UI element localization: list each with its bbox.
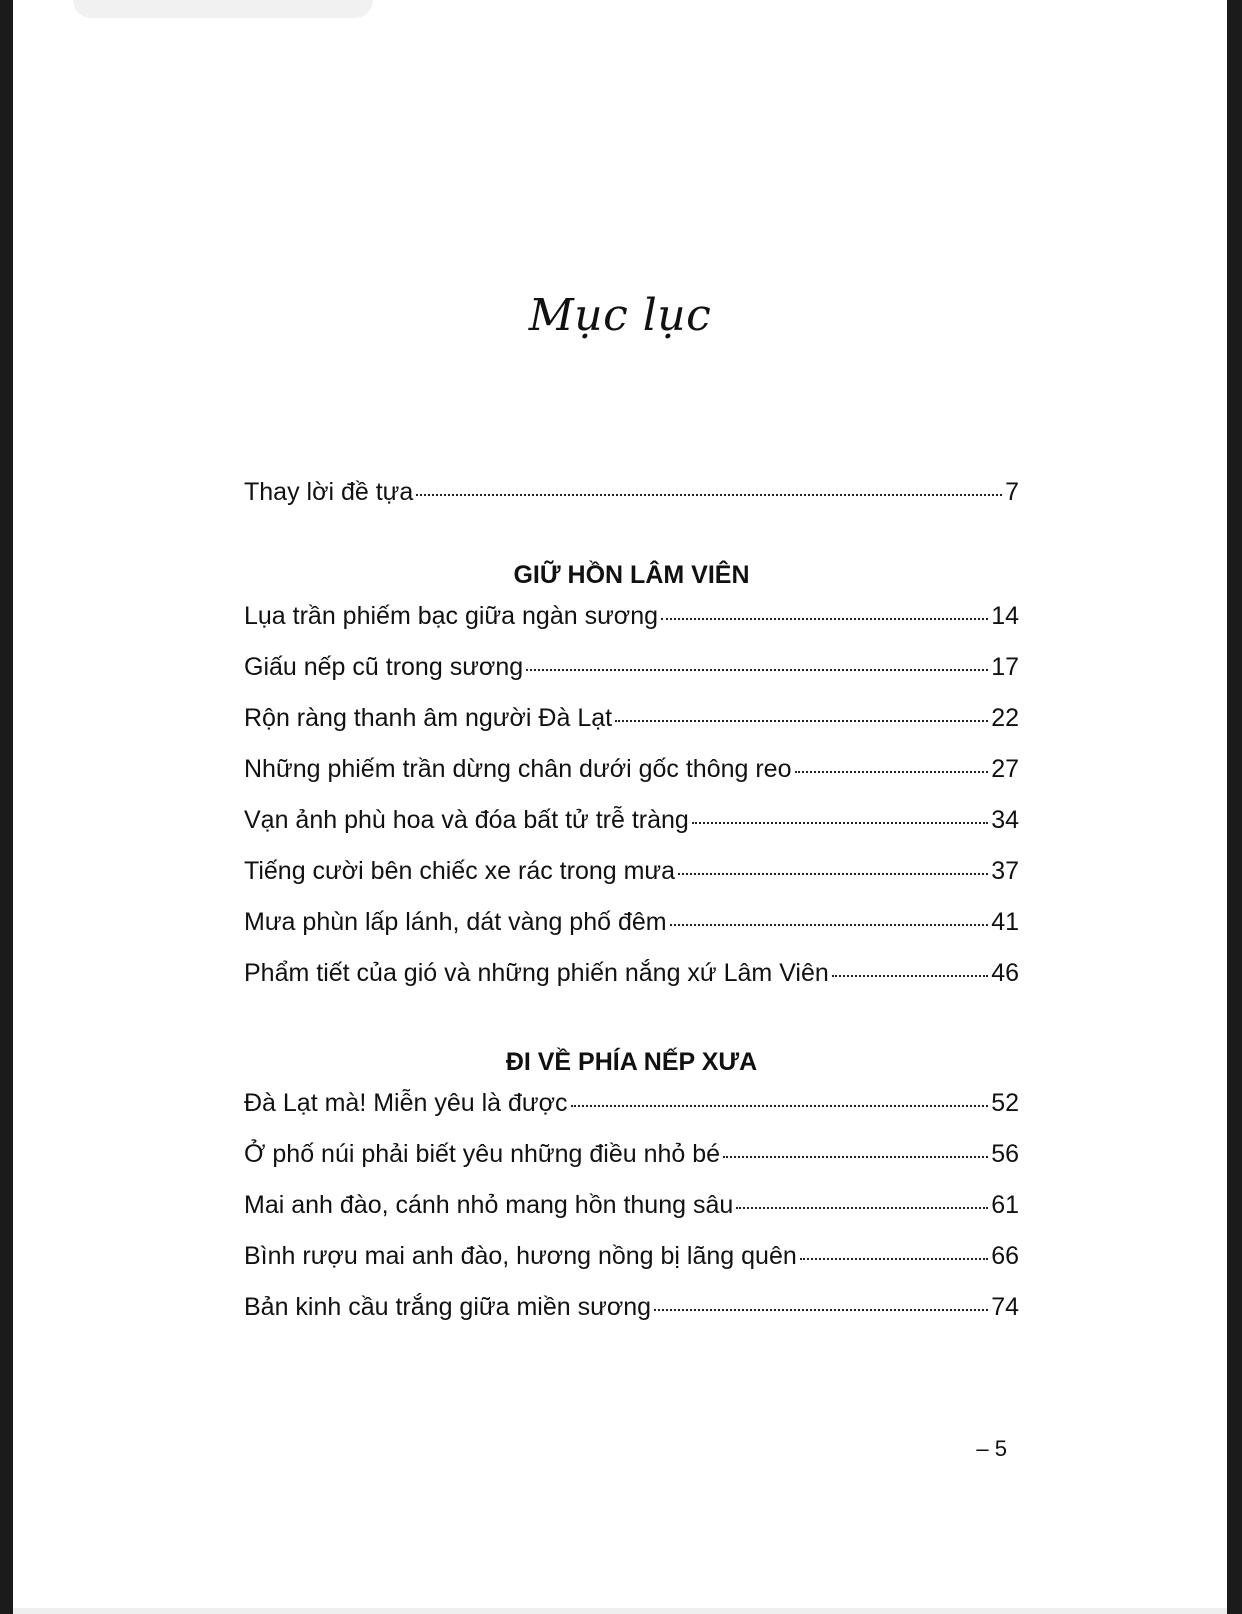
toc-entry-page: 46 xyxy=(991,959,1019,987)
toc-entry-page: 41 xyxy=(991,908,1019,936)
dot-leader xyxy=(800,1258,988,1260)
dot-leader xyxy=(736,1207,988,1209)
toc-entry-page: 52 xyxy=(991,1089,1019,1117)
dot-leader xyxy=(678,873,988,875)
page-edge-tab xyxy=(73,0,373,18)
toc-entry-label: Bản kinh cầu trắng giữa miền sương xyxy=(244,1293,652,1321)
toc-entry-page: 17 xyxy=(991,653,1019,681)
dot-leader xyxy=(832,975,988,977)
toc-entry-label: Mưa phùn lấp lánh, dát vàng phố đêm xyxy=(244,908,667,936)
toc-entry-page: 34 xyxy=(991,806,1019,834)
page-number: – 5 xyxy=(976,1436,1007,1461)
book-page xyxy=(13,0,1227,1614)
toc-entry[interactable] xyxy=(244,704,1019,740)
toc-entry-label: Rộn ràng thanh âm người Đà Lạt xyxy=(244,704,613,732)
toc-entry[interactable] xyxy=(244,959,1019,995)
toc-entry-page: 7 xyxy=(1005,478,1019,506)
toc-entry-page: 61 xyxy=(991,1191,1019,1219)
toc-entry-page: 37 xyxy=(991,857,1019,885)
toc-entry-label: Ở phố núi phải biết yêu những điều nhỏ bé xyxy=(244,1140,721,1168)
toc-entry[interactable] xyxy=(244,602,1019,638)
section-heading: ĐI VỀ PHÍA NẾP XƯA xyxy=(505,1048,758,1076)
toc-entry-label: Bình rượu mai anh đào, hương nồng bị lãng quên xyxy=(244,1242,797,1270)
page-bottom-edge xyxy=(13,1608,1227,1614)
dot-leader xyxy=(661,618,988,620)
toc-entry-page: 22 xyxy=(991,704,1019,732)
toc-entry[interactable] xyxy=(244,1293,1019,1329)
toc-entry[interactable] xyxy=(244,1089,1019,1125)
dot-leader xyxy=(416,494,1002,496)
toc-entry-label: Giấu nếp cũ trong sương xyxy=(244,653,524,681)
toc-entry-label: Tiếng cười bên chiếc xe rác trong mưa xyxy=(244,857,676,885)
toc-entry-label: Đà Lạt mà! Miễn yêu là được xyxy=(244,1089,568,1117)
dot-leader xyxy=(692,822,988,824)
toc-entry-label: Lụa trần phiếm bạc giữa ngàn sương xyxy=(244,602,659,630)
section-heading: GIỮ HỒN LÂM VIÊN xyxy=(513,561,750,589)
dot-leader xyxy=(723,1156,988,1158)
toc-entry[interactable] xyxy=(244,1242,1019,1278)
toc-entry[interactable] xyxy=(244,1140,1019,1176)
toc-entry[interactable] xyxy=(244,653,1019,689)
toc-entry-label: Phẩm tiết của gió và những phiến nắng xứ Lâm Viên xyxy=(244,959,829,987)
dot-leader xyxy=(615,720,988,722)
toc-entry-page: 74 xyxy=(991,1293,1019,1321)
toc-entry-label: Thay lời đề tựa xyxy=(244,478,414,506)
toc-entry-page: 27 xyxy=(991,755,1019,783)
dot-leader xyxy=(670,924,989,926)
toc-entry-page: 56 xyxy=(991,1140,1019,1168)
toc-entry[interactable] xyxy=(244,806,1019,842)
toc-entry[interactable] xyxy=(244,1191,1019,1227)
dot-leader xyxy=(795,771,989,773)
toc-entry-label: Vạn ảnh phù hoa và đóa bất tử trễ tràng xyxy=(244,806,689,834)
toc-entry-page: 66 xyxy=(991,1242,1019,1270)
toc-entry[interactable] xyxy=(244,908,1019,944)
toc-entry-intro[interactable] xyxy=(244,478,1019,514)
toc-entry[interactable] xyxy=(244,755,1019,791)
toc-entry-label: Mai anh đào, cánh nhỏ mang hồn thung sâu xyxy=(244,1191,734,1219)
dot-leader xyxy=(654,1309,988,1311)
dot-leader xyxy=(526,669,988,671)
toc-entry-page: 14 xyxy=(991,602,1019,630)
toc-entry[interactable] xyxy=(244,857,1019,893)
toc-entry-label: Những phiếm trần dừng chân dưới gốc thông reo xyxy=(244,755,792,783)
page-title: Mục lục xyxy=(528,290,712,341)
dot-leader xyxy=(571,1105,989,1107)
